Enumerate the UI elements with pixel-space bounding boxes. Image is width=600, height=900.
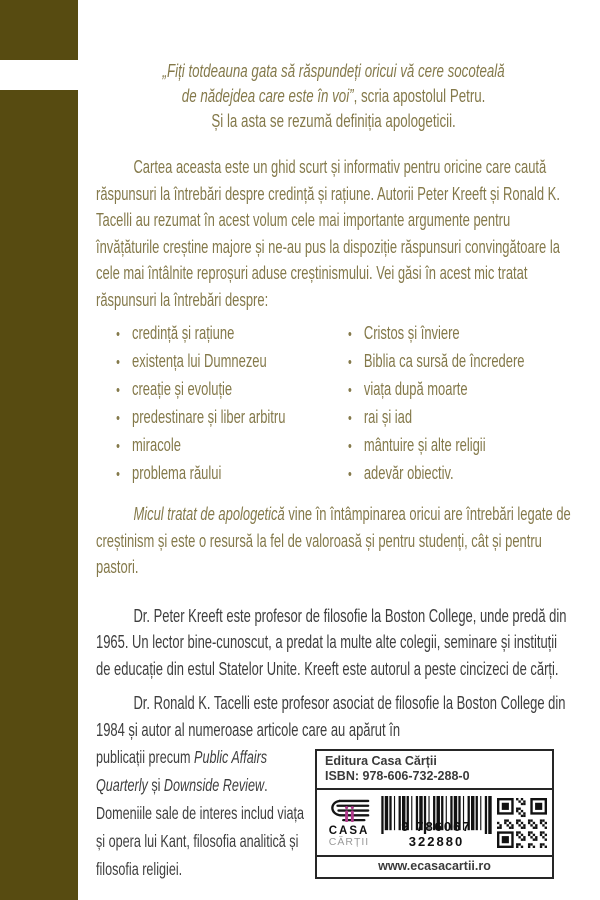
qr-code — [496, 798, 548, 848]
bullet-icon: • — [348, 326, 352, 343]
bullet-icon: • — [116, 410, 120, 427]
topic-label: existența lui Dumnezeu — [132, 351, 267, 371]
bullet-icon: • — [348, 382, 352, 399]
bullet-icon: • — [348, 438, 352, 455]
topic-item — [348, 320, 571, 348]
publisher-isbn-box — [315, 749, 554, 879]
topic-label: creație și evoluție — [132, 379, 233, 399]
topic-label: credință și rațiune — [132, 323, 235, 343]
bullet-icon: • — [348, 354, 352, 371]
topic-item — [348, 376, 571, 404]
bio-tacelli-paragraph-part1: Dr. Ronald K. Tacelli este profesor asociat de filosofie la Boston College din 1984 și autor al numeroase articole care au apărut în — [96, 693, 566, 740]
topic-item — [116, 432, 348, 460]
spine-stripe — [0, 0, 78, 900]
topic-label: problema răului — [132, 463, 222, 483]
topic-item — [116, 404, 348, 432]
spine-stripe-gap — [0, 60, 78, 90]
topic-label: mântuire și alte religii — [363, 435, 486, 455]
bullet-icon: • — [116, 438, 120, 455]
logo-text-cartii: CĂRȚII — [328, 836, 370, 848]
topic-item — [348, 432, 571, 460]
quote-line: Și la asta se rezumă definiția apologeticii. — [211, 110, 456, 131]
topics-column-left — [96, 320, 348, 488]
qr-code-icon — [497, 798, 547, 848]
ean-barcode — [379, 795, 494, 851]
quote-line: „Fiți totdeauna gata să răspundeți oricui vă cere socoteală — [162, 60, 505, 81]
publisher-name: Editura Casa Cărții — [325, 754, 437, 768]
intro-paragraph: Cartea aceasta este un ghid scurt și informativ pentru oricine care caută răspunsuri la întrebări despre credință și rațiune. Autorii Peter Kreeft și Ronald K. Tacelli au rezumat în acest volum cele mai importante argumente pentru învățăturile creștine majore și ne-au pus la dispoziție răspunsuri convingătoare la cele mai întâlnite reproșuri aduse creștinismului. Vei găsi în acest mic tratat răspunsuri la întrebări despre: — [96, 157, 560, 310]
epigraph-quote — [96, 58, 571, 133]
bullet-icon: • — [348, 410, 352, 427]
topic-item — [116, 460, 348, 488]
topic-label: adevăr obiectiv. — [363, 463, 454, 483]
bio-tacelli-paragraph-part2: publicații precum Public Affairs Quarterly și Downside Review. Domeniile sale de interes includ viața și opera lui Kant, filosofia analitică și filosofia religiei. — [96, 747, 305, 879]
topic-item — [348, 404, 571, 432]
bio-kreeft-paragraph: Dr. Peter Kreeft este profesor de filosofie la Boston College, unde predă din 1965. Un lector bine-cunoscut, a predat la multe alte colegii, seminare și instituții de educație din estul Statelor Unite. Kreeft este autorul a peste cincizeci de cărți. — [96, 605, 567, 679]
bullet-icon: • — [116, 354, 120, 371]
topics-list — [96, 320, 571, 488]
bullet-icon: • — [116, 382, 120, 399]
topic-label: miracole — [132, 435, 181, 455]
casa-cartii-logo — [321, 798, 377, 848]
topics-column-right — [348, 320, 571, 488]
topic-item — [348, 460, 571, 488]
publisher-website: www.ecasacartii.ro — [317, 855, 552, 877]
topic-item — [116, 376, 348, 404]
topic-label: Biblia ca sursă de încredere — [363, 351, 525, 371]
publisher-middle-row — [317, 790, 552, 855]
topic-label: predestinare și liber arbitru — [132, 407, 286, 427]
bullet-icon: • — [348, 466, 352, 483]
bullet-icon: • — [116, 466, 120, 483]
topic-item — [116, 348, 348, 376]
topic-item — [116, 320, 348, 348]
isbn-text: ISBN: 978-606-732-288-0 — [325, 769, 470, 783]
topic-label: Cristos și înviere — [363, 323, 460, 343]
topic-label: rai și iad — [363, 407, 413, 427]
bullet-icon: • — [116, 326, 120, 343]
publisher-header — [317, 751, 552, 790]
topic-label: viața după moarte — [363, 379, 468, 399]
summary-paragraph: Micul tratat de apologetică vine în întâmpinarea oricui are întrebări legate de creștinism și este o resursă la fel de valoroasă și pentru studenți, cât și pentru pastori. — [96, 504, 571, 577]
book-pages-icon — [326, 798, 372, 825]
logo-text-casa: CASA — [328, 825, 370, 837]
topic-item — [348, 348, 571, 376]
quote-line: de nădejdea care este în voi”, scria apostolul Petru. — [181, 85, 486, 106]
barcode-digits: 9 786067 322880 — [401, 819, 472, 849]
